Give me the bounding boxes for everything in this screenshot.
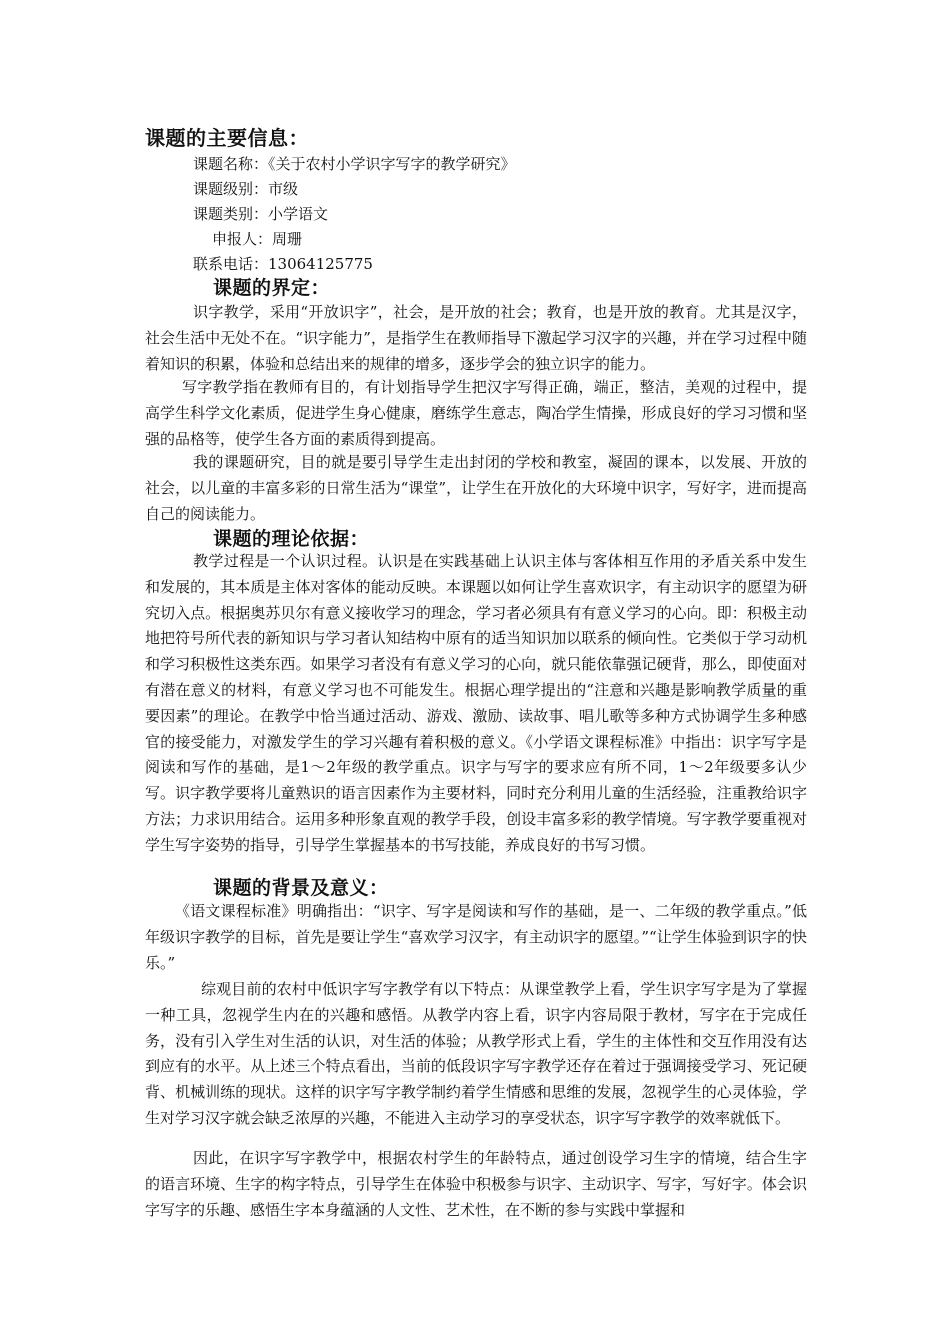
project-phone: 联系电话：13064125775	[193, 255, 373, 273]
definition-paragraph-1: 识字教学，采用“开放识字”，社会，是开放的社会；教育，也是开放的教育。尤其是汉字，社会生活中无处不在。“识字能力”，是指学生在教师指导下激起学习汉字的兴趣，并在学习过程中随着知识的积累，体验和总结出来的规律的增多，逐步学会的独立识字的能力。	[145, 303, 807, 373]
theory-paragraph-1: 教学过程是一个认识过程。认识是在实践基础上认识主体与客体相互作用的矛盾关系中发生和发展的，其本质是主体对客体的能动反映。本课题以如何让学生喜欢识字，有主动识字的愿望为研究切入点。根据奥苏贝尔有意义接收学习的理念，学习者必须具有有意义学习的心向。即：积极主动地把符号所代表的新知识与学习者认知结构中原有的适当知识加以联系的倾向性。它类似于学习动机和学习积极性这类东西。如果学习者没有有意义学习的心向，就只能依靠强记硬背，那么，即使面对有潜在意义的材料，有意义学习也不可能发生。根据心理学提出的“注意和兴趣是影响教学质量的重要因素”的理论。在教学中恰当通过活动、游戏、激励、读故事、唱儿歌等多种方式协调学生多种感官的接受能力，对激发学生的学习兴趣有着积极的意义。《小学语文课程标准》中指出：识字写字是阅读和写作的基础，是1～2年级的教学重点。识字与写字的要求应有所不同，1～2年级要多认少写。识字教学要将儿童熟识的语言因素作为主要材料，同时充分利用儿童的生活经验，注重教给识字方法；力求识用结合。运用多种形象直观的教学手段，创设丰富多彩的教学情境。写字教学要重视对学生写字姿势的指导，引导学生掌握基本的书写技能，养成良好的书写习惯。	[145, 552, 807, 854]
definition-paragraph-3: 我的课题研究，目的就是要引导学生走出封闭的学校和教室，凝固的课本，以发展、开放的社会，以儿童的丰富多彩的日常生活为“课堂”，让学生在开放化的大环境中识字，写好字，进而提高自己的阅读能力。	[145, 453, 807, 523]
main-info-heading: 课题的主要信息：	[145, 126, 309, 150]
project-category: 课题类别：小学语文	[193, 205, 329, 223]
project-level: 课题级别：市级	[193, 180, 299, 198]
project-name: 课题名称：《关于农村小学识字写字的教学研究》	[193, 155, 516, 173]
background-heading: 课题的背景及意义：	[213, 877, 389, 899]
background-paragraph-3: 因此，在识字写字教学中，根据农村学生的年龄特点，通过创设学习生字的情境，结合生字的语言环境、生字的构字特点，引导学生在体验中积极参与识字、主动识字、写字，写好字。体会识字写字的乐趣、感悟生字本身蕴涵的人文性、艺术性，在不断的参与实践中掌握和	[145, 1149, 807, 1219]
theory-heading: 课题的理论依据：	[213, 528, 370, 550]
project-applicant: 申报人：周珊	[212, 230, 303, 248]
definition-paragraph-2: 写字教学指在教师有目的，有计划指导学生把汉字写得正确，端正，整洁，美观的过程中，提高学生科学文化素质，促进学生身心健康，磨练学生意志，陶冶学生情操，形成良好的学习习惯和坚强的品格等，使学生各方面的素质得到提高。	[145, 378, 807, 448]
background-paragraph-2: 综观目前的农村中低识字写字教学有以下特点：从课堂教学上看，学生识字写字是为了掌握一种工具，忽视学生内在的兴趣和感悟。从教学内容上看，识字内容局限于教材，写字在于完成任务，没有引入学生对生活的认识，对生活的体验；从教学形式上看，学生的主体性和交互作用没有达到应有的水平。从上述三个特点看出，当前的低段识字写字教学还存在着过于强调接受学习、死记硬背、机械训练的现状。这样的识字写字教学制约着学生情感和思维的发展，忽视学生的心灵体验，学生对学习汉字就会缺乏浓厚的兴趣，不能进入主动学习的享受状态，识字写字教学的效率就低下。	[145, 980, 807, 1127]
background-paragraph-1: 《语文课程标准》明确指出：“识字、写字是阅读和写作的基础，是一、二年级的教学重点。”低年级识字教学的目标，首先是要让学生“喜欢学习汉字，有主动识字的愿望。”“让学生体验到识字的快乐。”	[145, 902, 807, 972]
definition-heading: 课题的界定：	[213, 277, 331, 299]
